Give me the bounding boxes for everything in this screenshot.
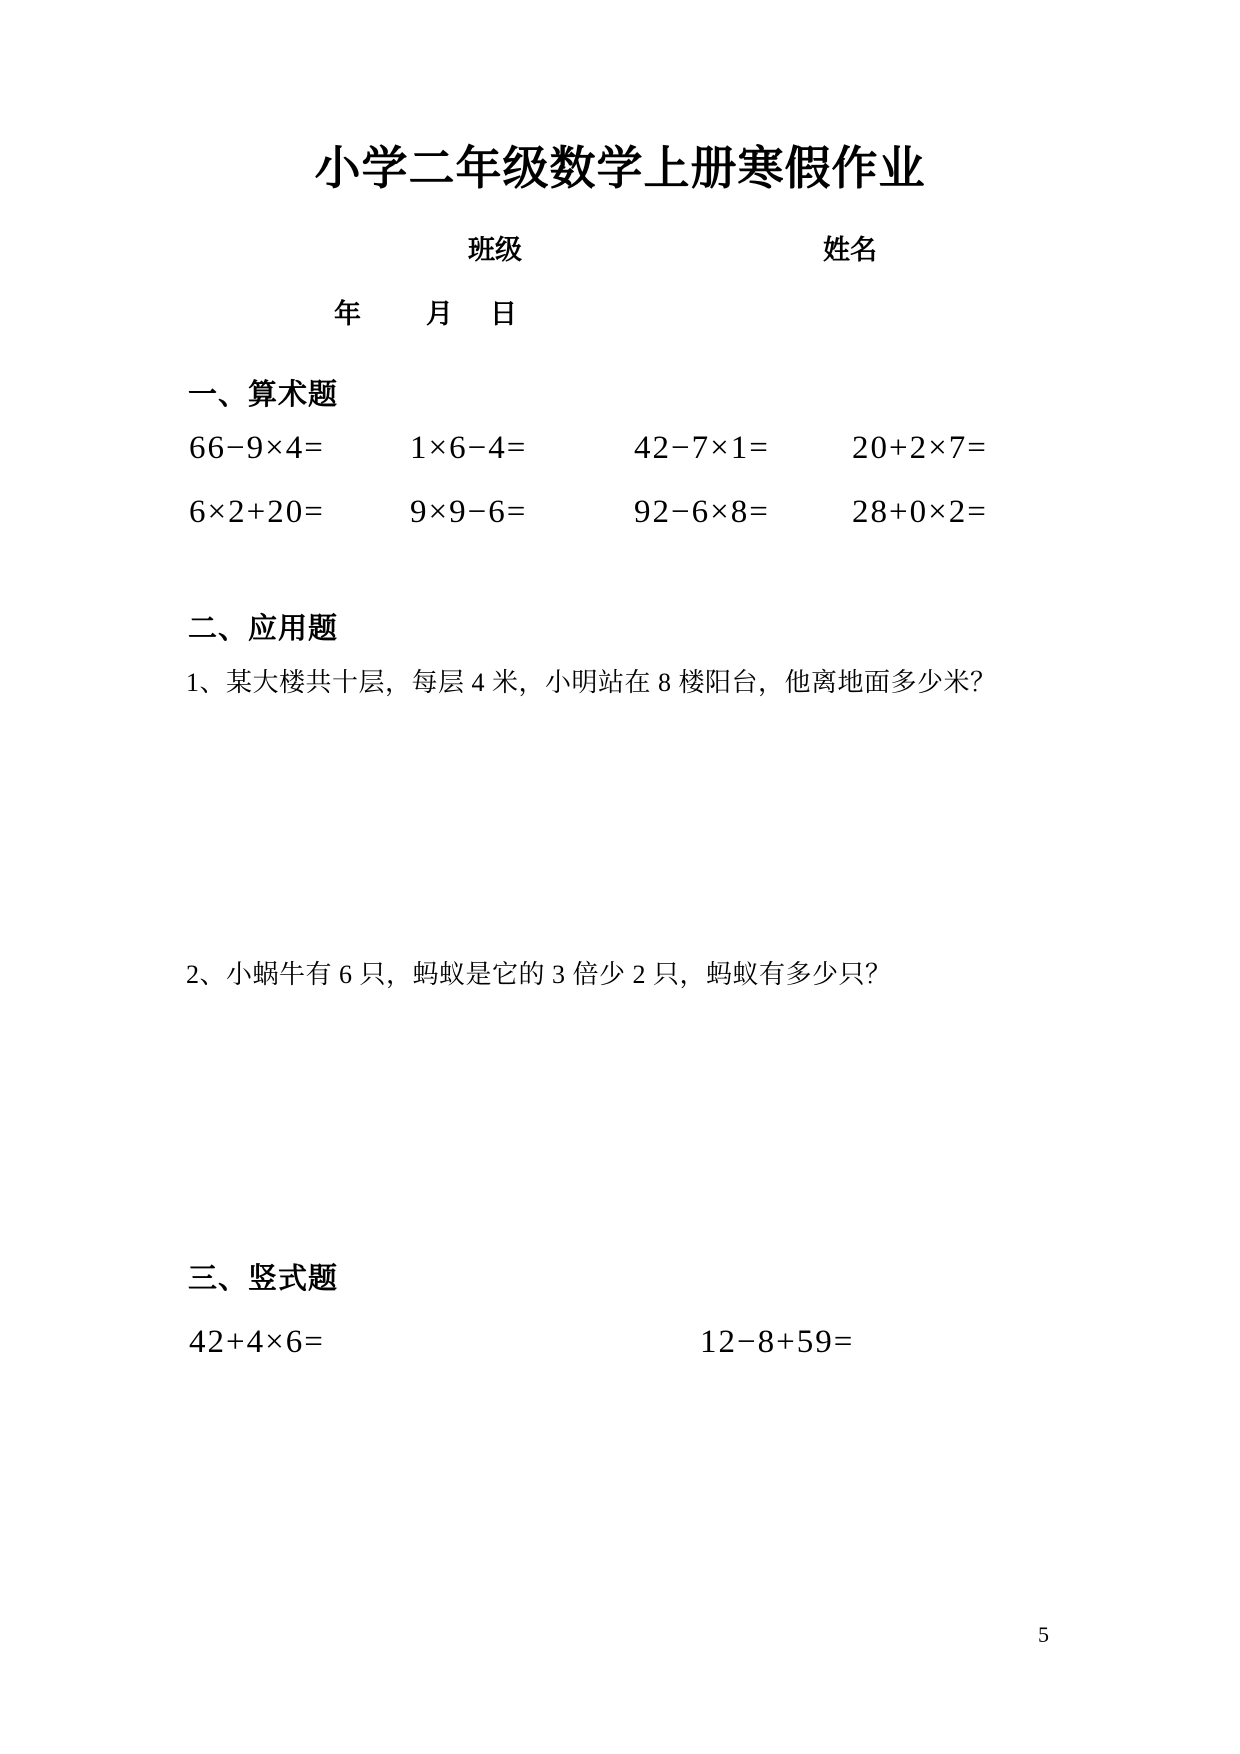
math-problem: 42+4×6=	[189, 1324, 325, 1360]
section-heading-word-problems: 二、应用题	[188, 613, 339, 645]
math-problem: 66−9×4=	[189, 430, 325, 466]
name-field-label: 姓名	[823, 235, 877, 265]
math-problem: 28+0×2=	[852, 494, 988, 530]
math-problem: 92−6×8=	[634, 494, 770, 530]
page-title: 小学二年级数学上册寒假作业	[314, 143, 926, 194]
math-problem: 9×9−6=	[410, 494, 528, 530]
date-month-label: 月	[426, 299, 453, 329]
date-year-label: 年	[334, 299, 361, 329]
date-day-label: 日	[490, 299, 517, 329]
class-field-label: 班级	[468, 235, 522, 265]
math-problem: 12−8+59=	[700, 1324, 855, 1360]
math-problem: 42−7×1=	[634, 430, 770, 466]
math-problem: 1×6−4=	[410, 430, 528, 466]
section-heading-arithmetic: 一、算术题	[188, 379, 339, 411]
math-problem: 6×2+20=	[189, 494, 325, 530]
section-heading-vertical-form: 三、竖式题	[188, 1263, 339, 1295]
page-number: 5	[1038, 1622, 1049, 1647]
math-problem: 20+2×7=	[852, 430, 988, 466]
word-problem-2: 2、小蜗牛有 6 只，蚂蚁是它的 3 倍少 2 只，蚂蚁有多少只？	[186, 960, 892, 989]
word-problem-1: 1、某大楼共十层，每层 4 米，小明站在 8 楼阳台，他离地面多少米？	[186, 668, 997, 697]
